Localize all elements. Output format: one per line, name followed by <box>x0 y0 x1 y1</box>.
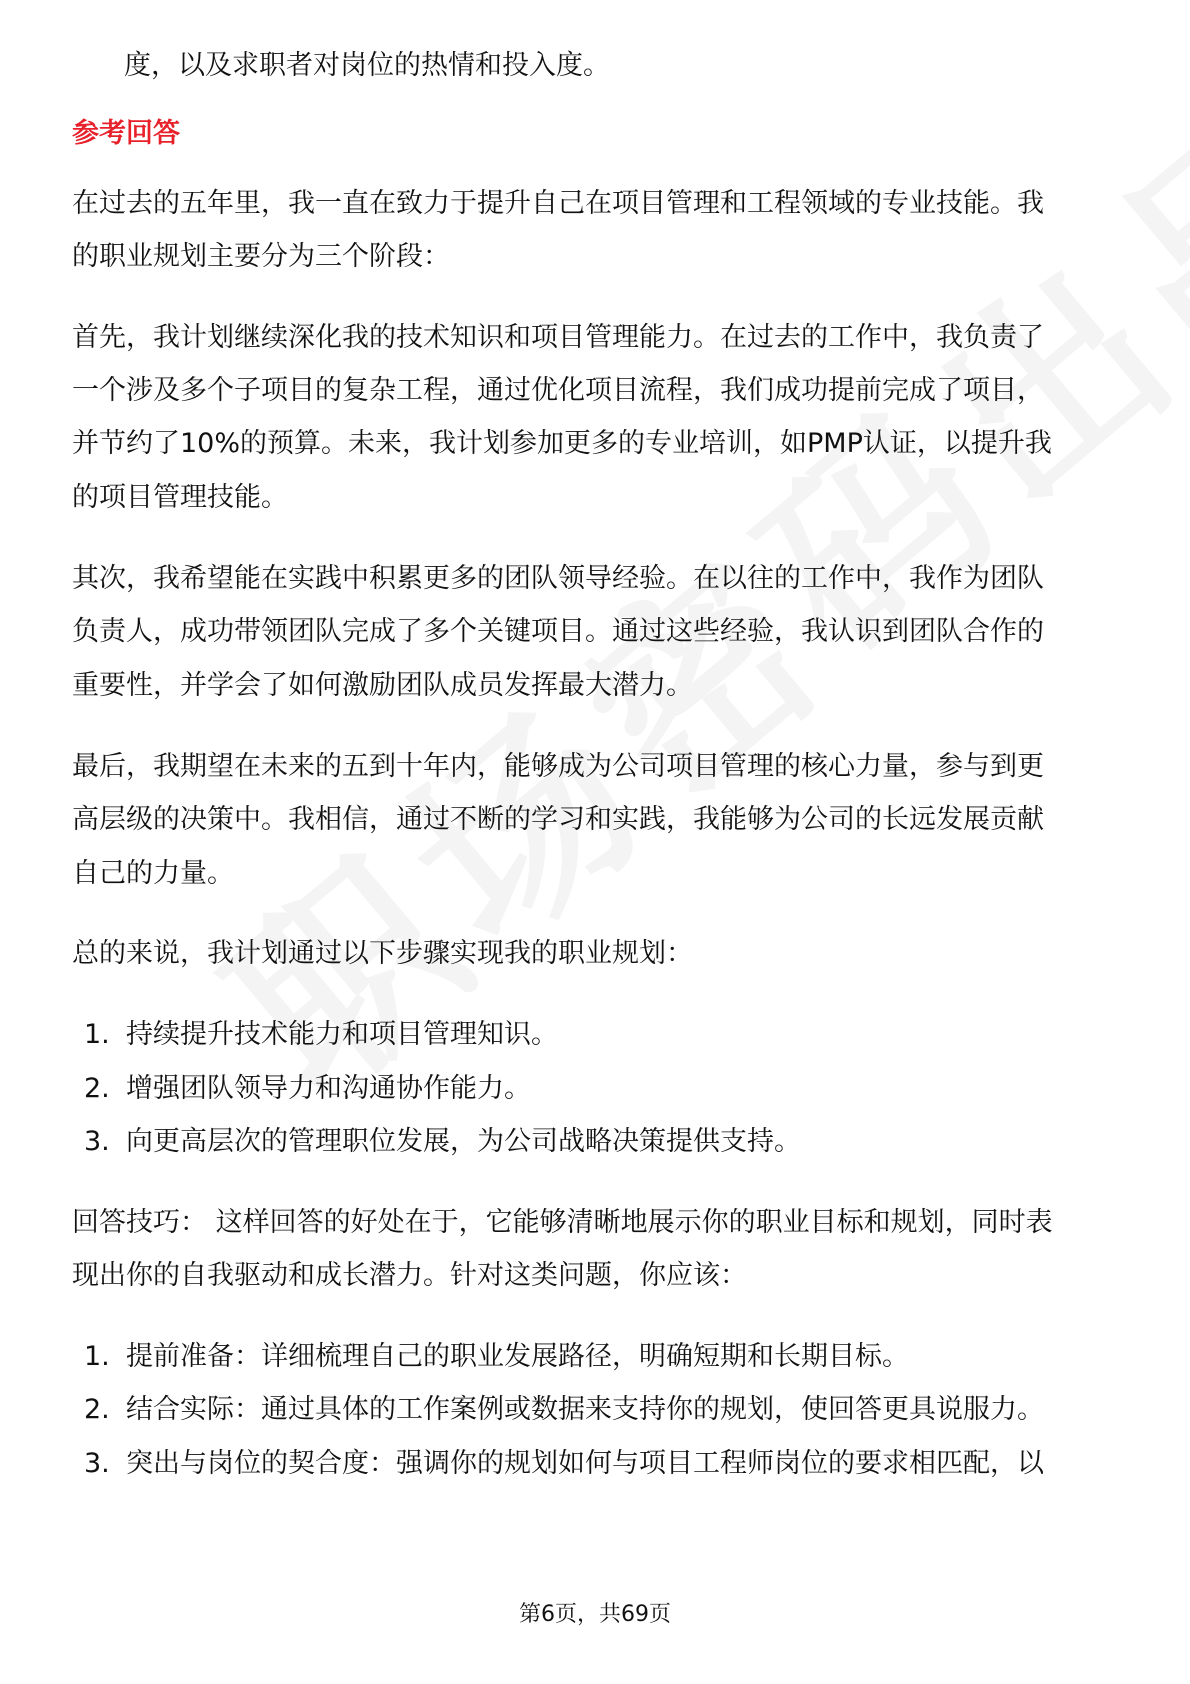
paragraph-line: 首先，我计划继续深化我的技术知识和项目管理能力。在过去的工作中，我负责了 <box>72 322 1044 353</box>
intro-tail: 度，以及求职者对岗位的热情和投入度。 <box>124 50 610 81</box>
paragraph-line: 的职业规划主要分为三个阶段： <box>72 241 450 272</box>
paragraph-line: 其次，我希望能在实践中积累更多的团队领导经验。在以往的工作中，我作为团队 <box>72 563 1044 594</box>
list-number: 3. <box>84 1126 110 1157</box>
paragraph-line: 一个涉及多个子项目的复杂工程，通过优化项目流程，我们成功提前完成了项目， <box>72 375 1044 406</box>
paragraph-line: 重要性，并学会了如何激励团队成员发挥最大潜力。 <box>72 670 693 701</box>
paragraph-line: 总的来说，我计划通过以下步骤实现我的职业规划： <box>72 938 693 969</box>
paragraph-line: 现出你的自我驱动和成长潜力。针对这类问题，你应该： <box>72 1260 747 1291</box>
list-item <box>84 1392 1044 1428</box>
list-number: 2. <box>84 1073 110 1104</box>
list-text: 增强团队领导力和沟通协作能力。 <box>126 1073 531 1104</box>
list-number: 2. <box>84 1394 110 1425</box>
list-item <box>84 1446 1044 1482</box>
list-text: 持续提升技术能力和项目管理知识。 <box>126 1019 558 1050</box>
list-number: 1. <box>84 1341 110 1372</box>
list-item <box>84 1124 801 1160</box>
paragraph-line: 负责人，成功带领团队完成了多个关键项目。通过这些经验，我认识到团队合作的 <box>72 616 1044 647</box>
list-item <box>84 1071 531 1107</box>
list-text: 突出与岗位的契合度：强调你的规划如何与项目工程师岗位的要求相匹配，以 <box>126 1448 1044 1479</box>
paragraph-line: 高层级的决策中。我相信，通过不断的学习和实践，我能够为公司的长远发展贡献 <box>72 804 1044 835</box>
list-text: 结合实际：通过具体的工作案例或数据来支持你的规划，使回答更具说服力。 <box>126 1394 1044 1425</box>
list-text: 提前准备：详细梳理自己的职业发展路径，明确短期和长期目标。 <box>126 1341 909 1372</box>
list-text: 向更高层次的管理职位发展，为公司战略决策提供支持。 <box>126 1126 801 1157</box>
list-item <box>84 1017 558 1053</box>
list-number: 3. <box>84 1448 110 1479</box>
page-footer: 第6页，共69页 <box>519 1602 671 1627</box>
paragraph-line: 自己的力量。 <box>72 858 234 889</box>
answer-heading: 参考回答 <box>72 118 180 149</box>
list-number: 1. <box>84 1019 110 1050</box>
paragraph-line: 并节约了10%的预算。未来，我计划参加更多的专业培训，如PMP认证，以提升我 <box>72 428 1052 459</box>
paragraph-line: 的项目管理技能。 <box>72 482 288 513</box>
paragraph-line: 最后，我期望在未来的五到十年内，能够成为公司项目管理的核心力量，参与到更 <box>72 751 1044 782</box>
paragraph-line: 在过去的五年里，我一直在致力于提升自己在项目管理和工程领域的专业技能。我 <box>72 188 1044 219</box>
paragraph-line: 回答技巧： 这样回答的好处在于，它能够清晰地展示你的职业目标和规划，同时表 <box>72 1207 1053 1238</box>
list-item <box>84 1339 909 1375</box>
